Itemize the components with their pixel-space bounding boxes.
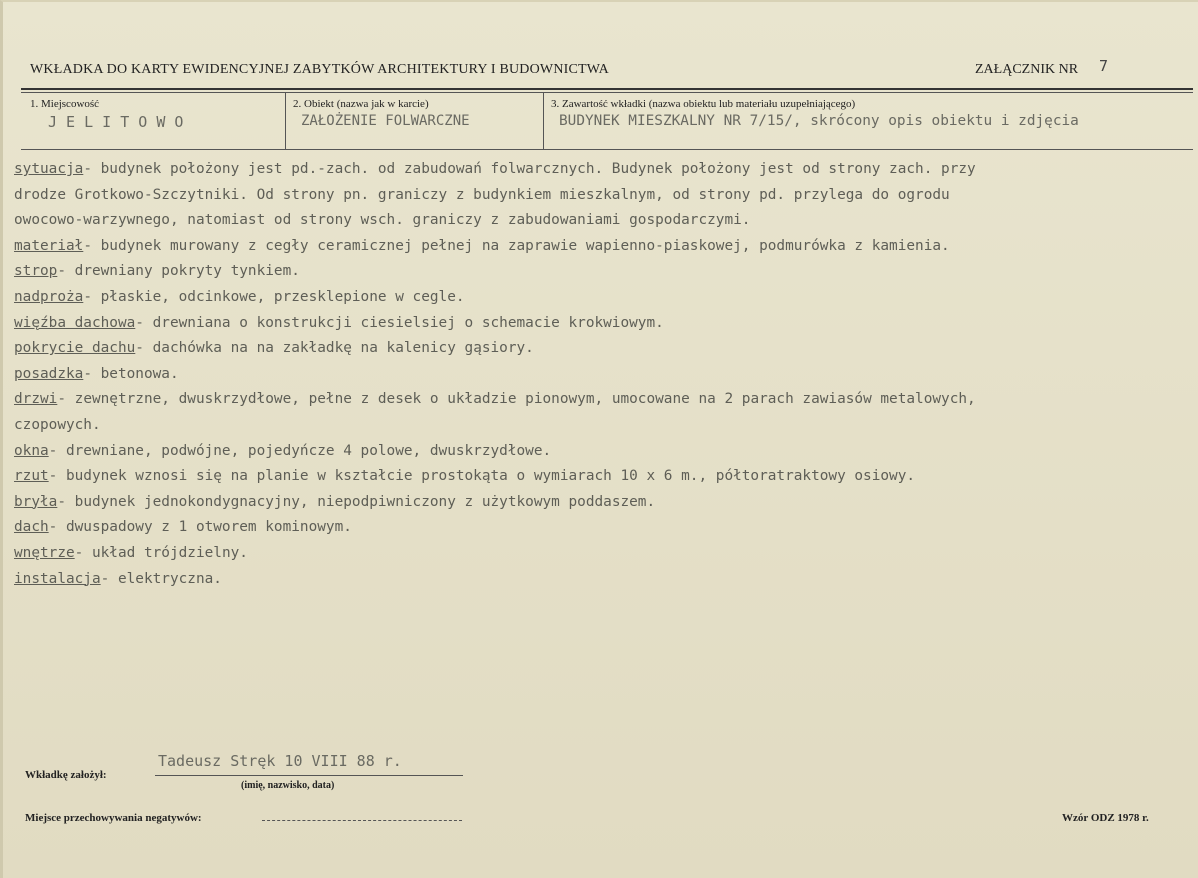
description-body xyxy=(14,157,1190,592)
entry-key: rzut xyxy=(14,468,49,485)
entry-key: wnętrze xyxy=(14,544,75,561)
entry-line xyxy=(14,285,1190,311)
storage-label: Miejsce przechowywania negatywów: xyxy=(25,812,202,824)
author-line xyxy=(155,775,463,776)
entry-key: drzwi xyxy=(14,391,58,408)
fields-rule-bottom xyxy=(21,149,1193,150)
entry-text: - płaskie, odcinkowe, przesklepione w cegle. xyxy=(83,288,465,305)
entry-text: - budynek murowany z cegły ceramicznej pełnej na zaprawie wapienno-piaskowej, podmurówka z kamienia. xyxy=(83,237,950,254)
entry-key: posadzka xyxy=(14,365,84,382)
header-rule-top xyxy=(21,88,1193,90)
entry-key: dach xyxy=(14,519,49,536)
entry-text: - drewniana o konstrukcji ciesielsiej o schemacie krokwiowym. xyxy=(135,314,664,331)
entry-text: - budynek jednokondygnacyjny, niepodpiwniczony z użytkowym poddaszem. xyxy=(57,493,656,510)
entry-line xyxy=(14,387,1190,413)
entry-text: - budynek położony jest pd.-zach. od zabudowań folwarcznych. Budynek położony jest od strony zach. przy xyxy=(83,161,976,177)
entry-key: pokrycie dachu xyxy=(14,340,136,357)
entry-line xyxy=(14,336,1190,362)
entry-key: więźba dachowa xyxy=(14,314,136,331)
entry-line xyxy=(14,259,1190,285)
entry-key: nadproża xyxy=(14,288,84,305)
entry-line xyxy=(14,464,1190,490)
annex-number: 7 xyxy=(1099,57,1109,75)
field-label-object: 2. Obiekt (nazwa jak w karcie) xyxy=(293,98,429,110)
entry-text: - drewniany pokryty tynkiem. xyxy=(57,263,300,280)
entry-text: - układ trójdzielny. xyxy=(74,544,248,561)
field-value-contents: BUDYNEK MIESZKALNY NR 7/15/, skrócony opis obiektu i zdjęcia xyxy=(559,113,1079,129)
entry-key: bryła xyxy=(14,493,58,510)
entry-text: - dachówka na na zakładkę na kalenicy gąsiory. xyxy=(135,340,534,357)
entry-line xyxy=(14,311,1190,337)
entry-text: - elektryczna. xyxy=(100,570,222,587)
storage-dotted-line xyxy=(262,820,462,821)
entry-text: - drewniane, podwójne, pojedyńcze 4 polowe, dwuskrzydłowe. xyxy=(48,442,552,459)
annex-label: ZAŁĄCZNIK NR xyxy=(975,62,1079,77)
entry-continuation: owocowo-warzywnego, natomiast od strony wsch. graniczy z zabudowaniami gospodarczymi. xyxy=(14,212,751,229)
entry-line xyxy=(14,515,1190,541)
entry-key: instalacja xyxy=(14,570,101,587)
entry-line xyxy=(14,541,1190,567)
entry-text: - betonowa. xyxy=(83,365,179,382)
entry-line xyxy=(14,362,1190,388)
author-hint: (imię, nazwisko, data) xyxy=(241,780,335,791)
entry-key: okna xyxy=(14,442,49,459)
field-value-object: ZAŁOŻENIE FOLWARCZNE xyxy=(301,113,470,129)
entry-line xyxy=(14,490,1190,516)
field-divider-2 xyxy=(543,93,544,149)
entry-continuation: czopowych. xyxy=(14,416,101,433)
form-title: WKŁADKA DO KARTY EWIDENCYJNEJ ZABYTKÓW ARCHITEKTURY I BUDOWNICTWA xyxy=(30,62,609,77)
form-model-label: Wzór ODZ 1978 r. xyxy=(1062,812,1149,824)
entry-text: - zewnętrzne, dwuskrzydłowe, pełne z desek o układzie pionowym, umocowane na 2 parach zawiasów metalowych, xyxy=(57,391,976,408)
entry-text: - dwuspadowy z 1 otworem kominowym. xyxy=(48,519,352,536)
field-label-locality: 1. Miejscowość xyxy=(30,98,100,110)
entry-key: strop xyxy=(14,263,58,280)
entry-line xyxy=(14,234,1190,260)
field-value-locality: J E L I T O W O xyxy=(48,113,184,131)
author-value: Tadeusz Stręk 10 VIII 88 r. xyxy=(158,752,402,770)
entry-line xyxy=(14,157,1190,183)
header-rule-inner xyxy=(21,92,1193,93)
entry-text: - budynek wznosi się na planie w kształcie prostokąta o wymiarach 10 x 6 m., półtoratraktowy osiowy. xyxy=(48,468,916,485)
author-label: Wkładkę założył: xyxy=(25,769,107,781)
entry-line xyxy=(14,567,1190,593)
field-label-contents: 3. Zawartość wkładki (nazwa obiektu lub materiału uzupełniającego) xyxy=(551,98,856,110)
entry-key: materiał xyxy=(14,237,84,254)
entry-line xyxy=(14,439,1190,465)
field-divider-1 xyxy=(285,93,286,149)
entry-continuation: drodze Grotkowo-Szczytniki. Od strony pn. graniczy z budynkiem mieszkalnym, od strony pd. przylega do ogrodu xyxy=(14,186,950,203)
entry-key: sytuacja xyxy=(14,161,84,177)
